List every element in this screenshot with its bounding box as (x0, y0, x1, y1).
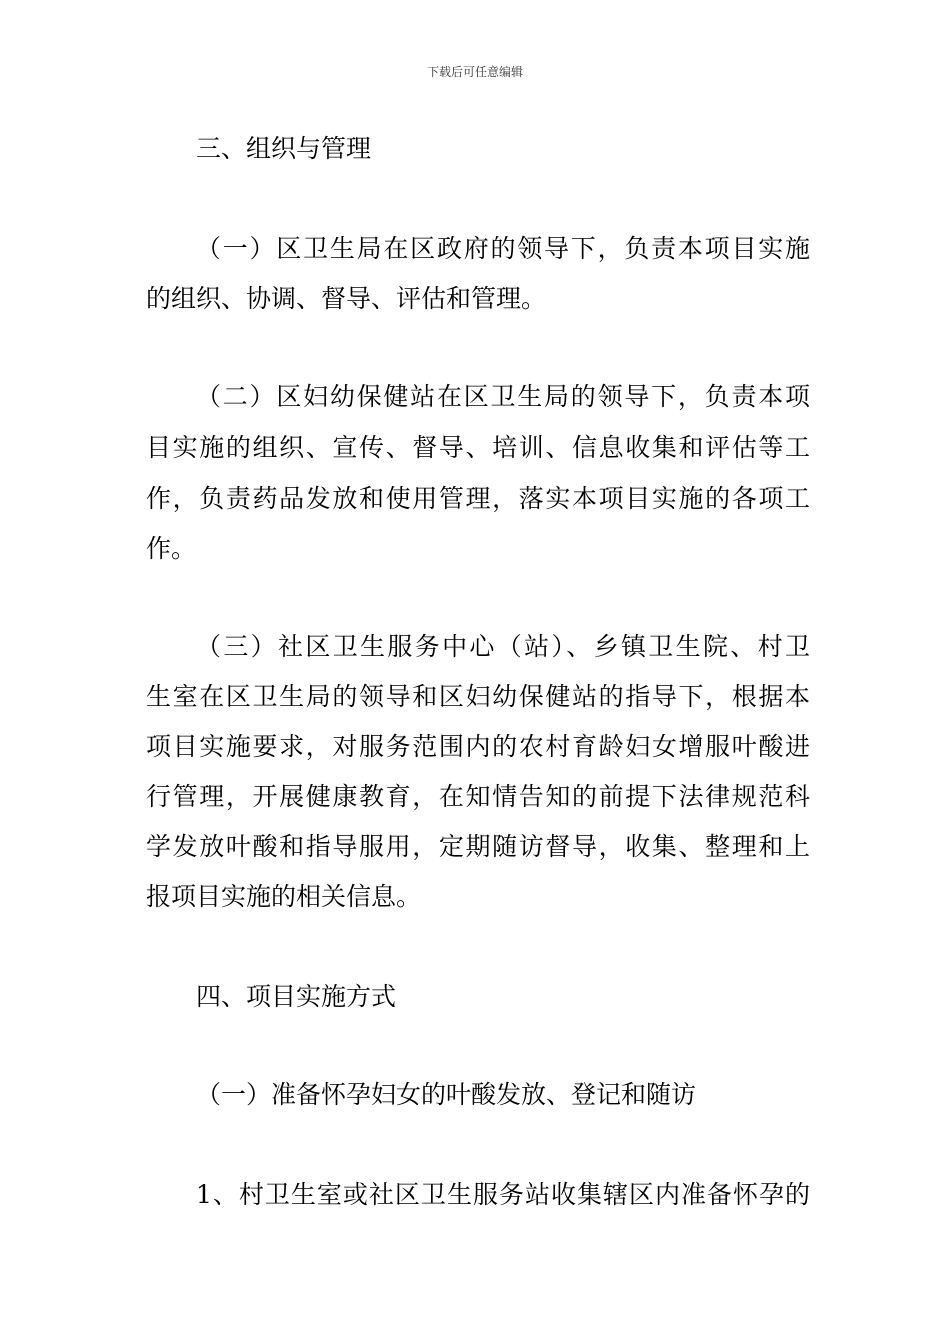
paragraph-line: 的组织、协调、督导、评估和管理。 (146, 284, 547, 313)
paragraph-line: （三）社区卫生服务中心（站）、乡镇卫生院、村卫 (196, 632, 810, 661)
paragraph-line: 作，负责药品发放和使用管理，落实本项目实施的各项工 (146, 484, 810, 513)
section-heading: 四、项目实施方式 (196, 982, 397, 1011)
section-heading: 三、组织与管理 (196, 134, 372, 163)
paragraph-line: （二）区妇幼保健站在区卫生局的领导下，负责本项 (196, 382, 810, 411)
paragraph-line: 1、村卫生室或社区卫生服务站收集辖区内准备怀孕的 (196, 1180, 810, 1209)
page-header: 下载后可任意编辑 (426, 65, 523, 79)
subsection-heading: （一）准备怀孕妇女的叶酸发放、登记和随访 (196, 1080, 697, 1109)
paragraph-line: 项目实施要求，对服务范围内的农村育龄妇女增服叶酸进 (146, 732, 810, 761)
paragraph-line: 目实施的组织、宣传、督导、培训、信息收集和评估等工 (146, 433, 810, 462)
paragraph-line: 生室在区卫生局的领导和区妇幼保健站的指导下，根据本 (146, 682, 810, 711)
paragraph-line: 行管理，开展健康教育，在知情告知的前提下法律规范科 (146, 782, 810, 811)
paragraph-line: 报项目实施的相关信息。 (146, 882, 422, 911)
paragraph-line: 作。 (146, 534, 197, 563)
paragraph-line: 学发放叶酸和指导服用，定期随访督导，收集、整理和上 (146, 832, 810, 861)
paragraph-line: （一）区卫生局在区政府的领导下，负责本项目实施 (196, 234, 810, 263)
